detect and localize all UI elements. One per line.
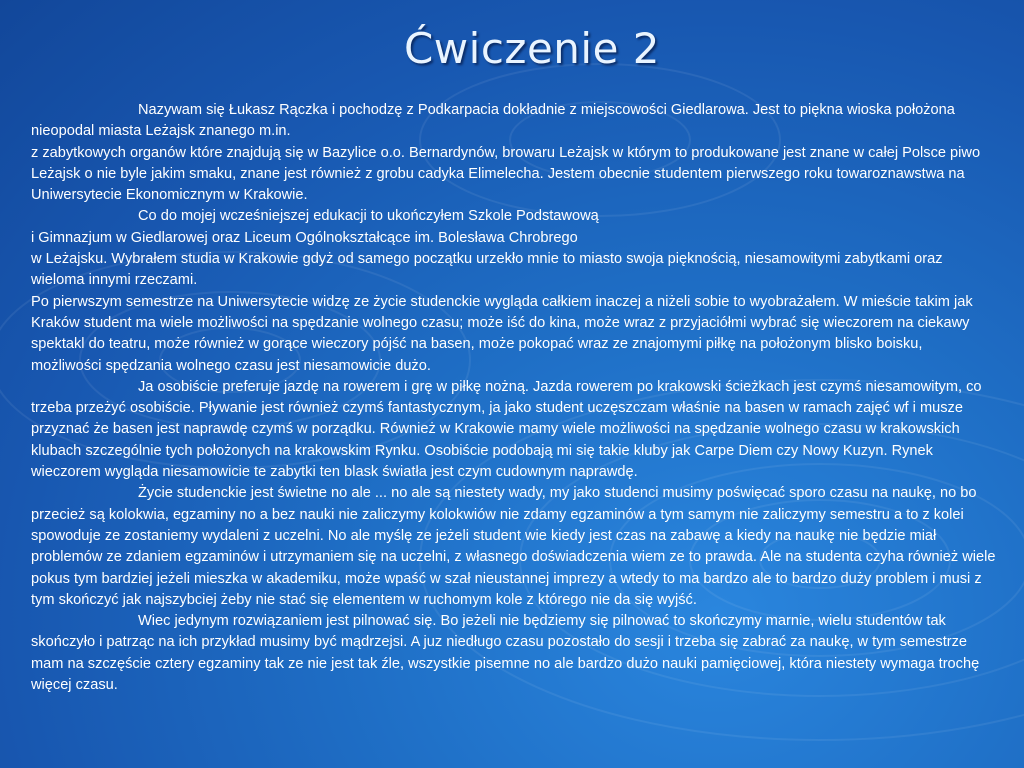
paragraph: w Leżajsku. Wybrałem studia w Krakowie gdyż od samego początku urzekło mnie to miasto swoja pięknością, niesamowitymi zabytkami oraz wieloma innymi rzeczami. [31, 251, 943, 289]
paragraph: Wiec jedynym rozwiązaniem jest pilnować się. Bo jeżeli nie będziemy się pilnować to skończymy marnie, wielu studentów tak skończyło i patrząc na ich przykład musimy być mądrzejsi. A juz niedługo czasu pozostało do sesji i trzeba się zabrać za naukę, w tym semestrze mam na szczęście cztery egzaminy tak ze nie jest tak źle, wszystkie pisemne no ale bardzo dużo nauki pamięciowej, która niestety wymaga trochę więcej czasu. [31, 613, 980, 694]
paragraph: Ja osobiście preferuje jazdę na rowerem i grę w piłkę nożną. Jazda rowerem po krakowski ścieżkach jest czymś niesamowitym, co trzeba przeżyć osobiście. Pływanie jest również czymś fantastycznym, ja jako student uczęszczam właśnie na basen w ramach zajęć wf i musze przyznać że basen jest naprawdę czymś w porządku. Również w Krakowie mamy wiele możliwości na spędzanie wolnego czasu w krakowskich klubach szczególnie tych położonych na krakowskim Rynku. Osobiście podobają mi się takie kluby jak Carpe Diem czy Nowy Kuzyn. Rynek wieczorem wygląda niesamowicie te zabytki ten blask światła jest czym cudownym naprawdę. [31, 378, 982, 481]
slide-body [31, 100, 997, 696]
paragraph: i Gimnazjum w Giedlarowej oraz Liceum Ogólnokształcące im. Bolesława Chrobrego [31, 229, 578, 246]
paragraph: z zabytkowych organów które znajdują się w Bazylice o.o. Bernardynów, browaru Leżajsk w którym to produkowane jest znane w całej Polsce piwo Leżajsk o nie byle jakim smaku, znane jest również z grobu cadyka Elimelecha. Jestem obecnie studentem pierwszego roku towaroznawstwa na Uniwersytecie Ekonomicznym w Krakowie. [31, 144, 981, 204]
slide-title: Ćwiczenie 2 [403, 24, 661, 73]
paragraph: Co do mojej wcześniejszej edukacji to ukończyłem Szkole Podstawową [138, 208, 599, 225]
paragraph: Po pierwszym semestrze na Uniwersytecie widzę ze życie studenckie wygląda całkiem inaczej a niżeli sobie to wyobrażałem. W mieście takim jak Kraków student ma wiele możliwości na spędzanie wolnego czasu; może iść do kina, może wraz z przyjaciółmi wybrać się wieczorem na ciekawy spektakl do teatru, może również w gorące wieczory pójść na basen, może pokopać wraz ze znajomymi piłkę na położonym blisko boisku, możliwości spędzania wolnego czasu jest niesamowicie dużo. [31, 293, 973, 374]
paragraph: Nazywam się Łukasz Rączka i pochodzę z Podkarpacia dokładnie z miejscowości Giedlarowa. Jest to piękna wioska położona nieopodal miasta Leżajsk znanego m.in. [31, 102, 955, 140]
paragraph: Życie studenckie jest świetne no ale ... no ale są niestety wady, my jako studenci musimy poświęcać sporo czasu na naukę, no bo przecież są kolokwia, egzaminy no a bez nauki nie zaliczymy kolokwiów nie zdamy egzaminów a tym samym nie zaliczymy semestru a to z kolei spowoduje ze zostaniemy wydaleni z uczelni. No ale myślę ze jeżeli student wie kiedy jest czas na zabawę a kiedy na naukę nie będzie miał problemów ze zdaniem egzaminów i utrzymaniem się na uczelni, z własnego doświadczenia wiem ze to prawda. Ale na studenta czyha również wiele pokus tym bardziej jeżeli mieszka w akademiku, może wpaść w szał nieustannej imprezy a wtedy to ma bardzo ale to bardzo duży problem i musi z tym skończyć jak najszybciej żeby nie stać się elementem w ruchomym kole z którego nie da się wyjść. [31, 485, 996, 608]
